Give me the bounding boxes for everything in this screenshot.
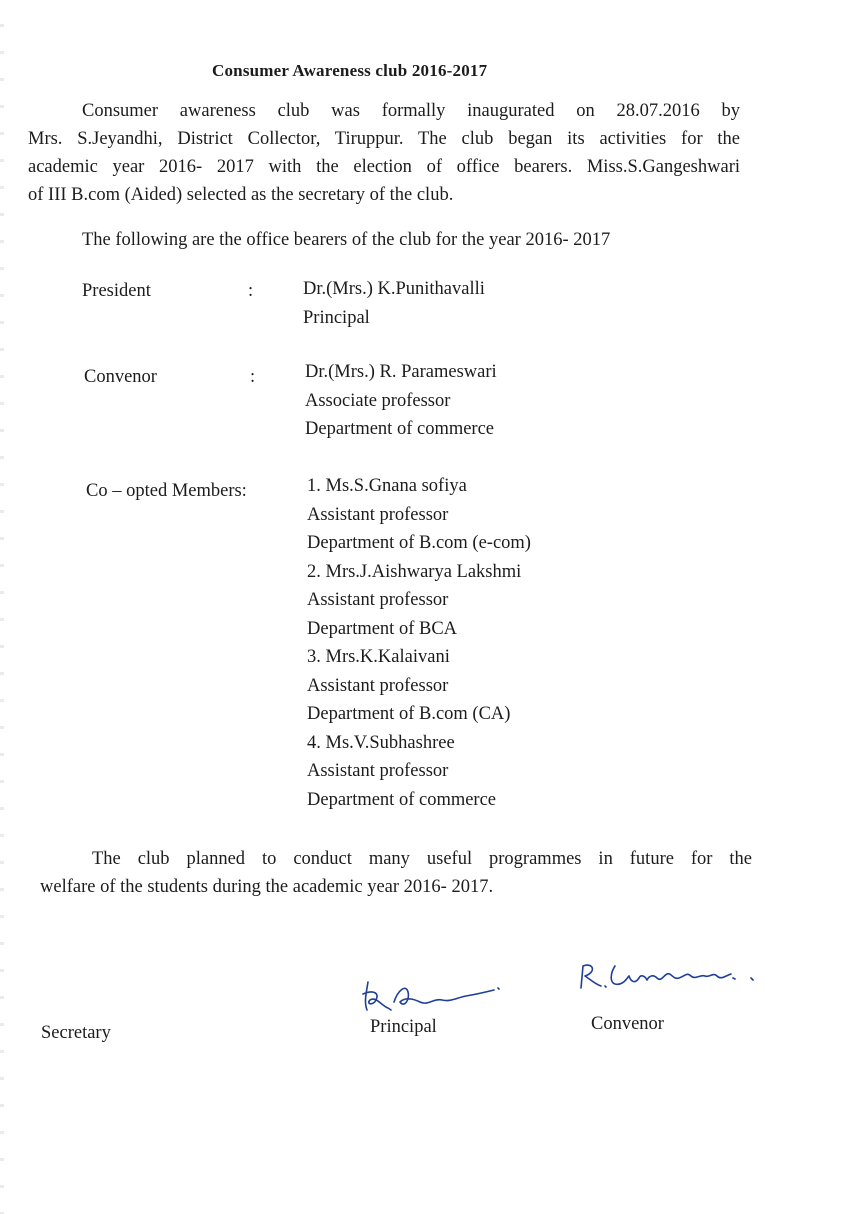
scan-edge-marks — [0, 0, 4, 1214]
convenor-signature-label: Convenor — [591, 1014, 664, 1034]
president-details — [303, 275, 485, 332]
closing-paragraph — [40, 845, 752, 901]
coopted-members-list — [307, 472, 531, 814]
member-3-designation: Assistant professor — [307, 675, 449, 696]
convenor-details — [305, 358, 497, 444]
intro-line: academic year 2016- 2017 with the election of office bearers. Miss.S.Gangeshwari — [28, 157, 740, 177]
member-4-department: Department of commerce — [307, 789, 497, 810]
member-3-name: 3. Mrs.K.Kalaivani — [307, 647, 450, 667]
member-3-department: Department of B.com (CA) — [307, 704, 511, 724]
intro-line: Consumer awareness club was formally inaugurated on 28.07.2016 by — [82, 101, 740, 121]
intro-line: of III B.com (Aided) selected as the secretary of the club. — [28, 185, 454, 205]
member-2-department: Department of BCA — [307, 618, 458, 639]
intro-line: Mrs. S.Jeyandhi, District Collector, Tiruppur. The club began its activities for the — [28, 129, 740, 149]
member-1-designation: Assistant professor — [307, 504, 449, 525]
document-title: Consumer Awareness club 2016-2017 — [212, 61, 488, 80]
convenor-signature — [575, 958, 765, 994]
convenor-department: Department of commerce — [305, 419, 495, 439]
member-1-name: 1. Ms.S.Gnana sofiya — [307, 476, 467, 496]
member-4-name: 4. Ms.V.Subhashree — [307, 732, 455, 753]
convenor-colon: : — [250, 367, 256, 387]
coopted-label: Co – opted Members: — [86, 481, 247, 501]
closing-line: The club planned to conduct many useful programmes in future for the — [92, 849, 752, 869]
president-label: President — [82, 281, 151, 301]
member-4-designation: Assistant professor — [307, 761, 449, 781]
secretary-signature-label: Secretary — [41, 1023, 111, 1043]
convenor-designation: Associate professor — [305, 390, 451, 411]
member-2-name: 2. Mrs.J.Aishwarya Lakshmi — [307, 561, 522, 582]
principal-signature-label: Principal — [370, 1017, 437, 1037]
president-colon: : — [248, 281, 254, 301]
convenor-label: Convenor — [84, 367, 157, 387]
intro-paragraph — [28, 97, 740, 209]
president-name: Dr.(Mrs.) K.Punithavalli — [303, 279, 485, 299]
convenor-name: Dr.(Mrs.) R. Parameswari — [305, 362, 497, 382]
closing-line: welfare of the students during the academic year 2016- 2017. — [40, 877, 494, 897]
principal-signature — [358, 972, 508, 1018]
member-1-department: Department of B.com (e-com) — [307, 533, 531, 553]
office-bearers-intro: The following are the office bearers of the club for the year 2016- 2017 — [82, 230, 611, 250]
president-designation: Principal — [303, 307, 370, 328]
member-2-designation: Assistant professor — [307, 590, 449, 610]
